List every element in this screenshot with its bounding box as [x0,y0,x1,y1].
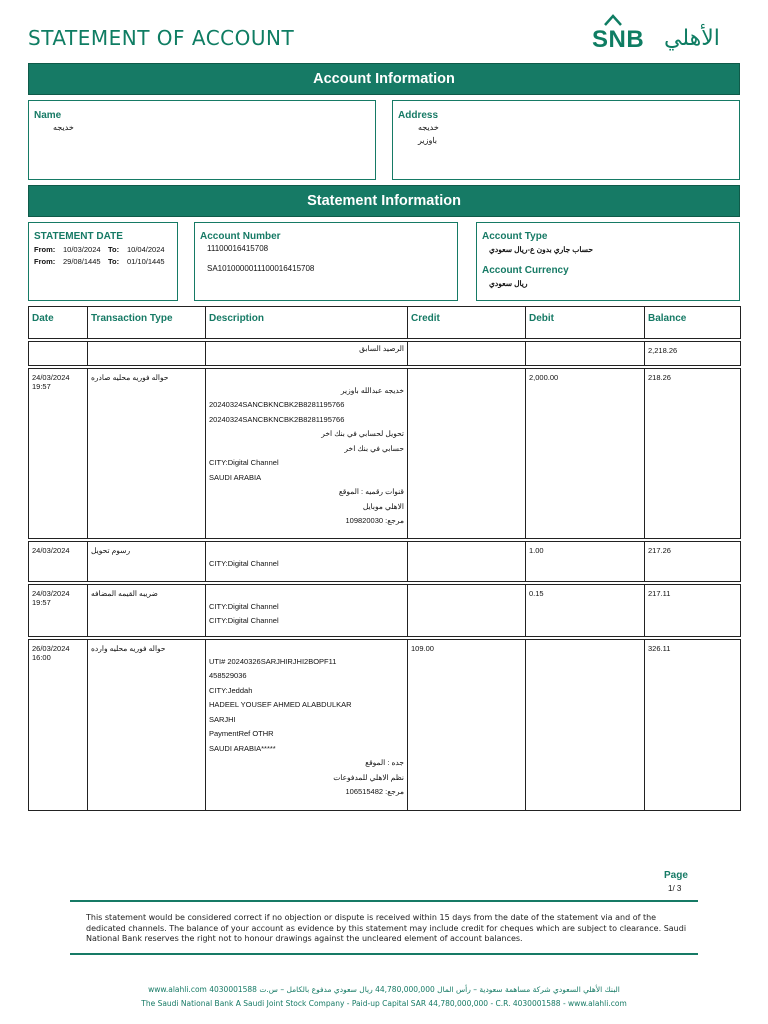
to-label: To: [108,245,120,254]
statement-date-hijri [34,257,172,266]
description-line [209,369,404,384]
to-label: To: [108,257,120,266]
transactions-table [28,306,741,811]
cell-date [29,640,88,811]
description-line [209,585,404,600]
account-currency-label: Account Currency [482,265,569,276]
table-row [29,342,741,366]
description-line: CITY:Digital Channel [209,558,279,568]
description-line: مرجع: 109820030 [345,516,404,525]
logo-text-arabic: الأهلي [664,26,720,51]
description-line: SARJHI [209,714,236,724]
cell-description [206,342,408,366]
description-line: الاهلي موبايل [362,501,404,511]
cell-description [206,640,408,811]
cell-transaction-type [88,369,206,539]
divider-top [70,900,698,902]
description-line: حسابي في بنك اخر [344,443,404,453]
cell-credit [408,369,526,539]
account-number-value: 11100016415708 [207,244,269,253]
description-line: CITY:Jeddah [209,685,253,695]
description-line: CITY:Digital Channel [209,601,279,611]
cell-balance: 217.11 [645,585,741,637]
column-header-credit: Credit [408,307,526,339]
cell-date [29,542,88,582]
description-line: نظم الاهلي للمدفوعات [333,772,404,782]
cell-balance: 217.26 [645,542,741,582]
description-line: خديجه عبدالله باوزير [340,385,404,395]
account-currency-value: ريال سعودي [489,279,528,288]
description-line: الرصيد السابق [359,344,404,353]
cell-debit [526,342,645,366]
account-number-label: Account Number [200,231,281,242]
column-header-balance: Balance [645,307,741,339]
address-line: باوزير [418,136,438,145]
cell-credit [408,342,526,366]
address-label: Address [398,110,439,121]
transaction-type: رسوم تحويل [91,546,131,555]
footer-arabic: البنك الأهلي السعودي شركة مساهمة سعودية – رأس المال 44,780,000,000 ريال سعودي مدفوع بالكامل – س.ت 4030001588 www.alahli.com [148,985,620,994]
table-header-row [29,307,741,339]
description-line: CITY:Digital Channel [209,458,279,467]
cell-date [29,585,88,637]
page-label: Page [664,870,688,881]
cell-debit: 1.00 [526,542,645,582]
description-line: 20240324SANCBKNCBK2B8281195766 [209,400,345,409]
description-line: 458529036 [209,671,247,680]
cell-credit [408,542,526,582]
description-line: SAUDI ARABIA***** [209,743,276,753]
cell-date [29,342,88,366]
description-line: مرجع: 106515482 [345,787,404,796]
cell-date [29,369,88,539]
cell-credit [408,585,526,637]
transaction-time: 19:57 [32,382,51,391]
to-date-gregorian: 10/04/2024 [127,245,165,254]
description-line: PaymentRef OTHR [209,729,274,738]
table-row [29,640,741,811]
transactions-body [29,339,741,811]
description-line: SAUDI ARABIA [209,472,262,482]
logo-text-latin: SNB [592,26,645,53]
cell-transaction-type [88,342,206,366]
description-line: قنوات رقميه : الموقع [338,487,404,496]
statement-date-box [28,222,178,301]
from-label: From: [34,245,56,254]
account-type-label: Account Type [482,231,548,242]
transaction-type: ضريبه القيمه المضافه [91,589,158,598]
transaction-date: 24/03/2024 [32,546,70,555]
column-header-debit: Debit [526,307,645,339]
description-line: تحويل لحسابي في بنك اخر [321,429,404,438]
statement-date-label: STATEMENT DATE [34,231,123,242]
column-header-description: Description [206,307,408,339]
description-line [209,542,404,557]
description-line: 20240324SANCBKNCBK2B8281195766 [209,414,345,424]
cell-debit: 2,000.00 [526,369,645,539]
transaction-type: حواله فوريه محليه صادره [91,373,169,382]
address-line: خديجه [418,123,439,132]
to-date-hijri: 01/10/1445 [127,257,165,266]
cell-transaction-type [88,640,206,811]
column-header-date: Date [29,307,88,339]
document-title: STATEMENT OF ACCOUNT [28,26,295,50]
cell-credit: 109.00 [408,640,526,811]
cell-description [206,542,408,582]
cell-balance: 2,218.26 [645,342,741,366]
footer-english: The Saudi National Bank A Saudi Joint Stock Company - Paid-up Capital SAR 44,780,000,000 - C.R. 4030001588 - www.alahli.com [141,999,627,1008]
address-box [392,100,740,180]
from-label: From: [34,257,56,266]
name-box [28,100,376,180]
cell-description [206,369,408,539]
transaction-time: 19:57 [32,598,51,607]
column-header-transaction-type: Transaction Type [88,307,206,339]
from-date-hijri: 29/08/1445 [63,257,101,266]
cell-debit [526,640,645,811]
statement-date-gregorian [34,245,172,254]
account-type-box [476,222,740,301]
logo-mark-icon [604,14,622,26]
divider-bottom [70,953,698,955]
snb-logo [592,14,742,54]
statement-information-heading: Statement Information [28,185,740,217]
description-line [209,640,404,655]
cell-balance: 218.26 [645,369,741,539]
cell-transaction-type [88,542,206,582]
transaction-date: 24/03/2024 [32,373,70,382]
cell-balance: 326.11 [645,640,741,811]
description-line: UTI# 20240326SARJHIRJHI2BOPF11 [209,656,337,666]
cell-debit: 0.15 [526,585,645,637]
iban-value: SA1010000011100016415708 [207,264,315,273]
transaction-date: 26/03/2024 [32,644,70,653]
description-line: CITY:Digital Channel [209,616,279,625]
account-type-value: حساب جاري بدون ع-ريال سعودي [489,245,593,254]
cell-description [206,585,408,637]
transaction-time: 16:00 [32,653,51,662]
table-row [29,542,741,582]
disclaimer-text: This statement would be considered correct if no objection or dispute is received within 15 days from the date of the statement via and of the dedicated channels. The balance of your account as evidence by this statement may include credit for cheques which are subject to clearance. Saudi National Bank reserves the right not to honour drawings against the uncleared element of account balances. [86,913,687,943]
table-row [29,585,741,637]
name-label: Name [34,110,62,121]
page-number: 1/ 3 [668,884,682,893]
description-line: HADEEL YOUSEF AHMED ALABDULKAR [209,700,352,709]
transaction-date: 24/03/2024 [32,589,70,598]
name-value: خديجه [53,123,74,132]
table-row [29,369,741,539]
from-date-gregorian: 10/03/2024 [63,245,101,254]
account-number-box [194,222,458,301]
account-information-heading: Account Information [28,63,740,95]
transaction-type: حواله فوريه محليه وارده [91,644,166,653]
cell-transaction-type [88,585,206,637]
description-line: جده : الموقع [365,758,404,767]
